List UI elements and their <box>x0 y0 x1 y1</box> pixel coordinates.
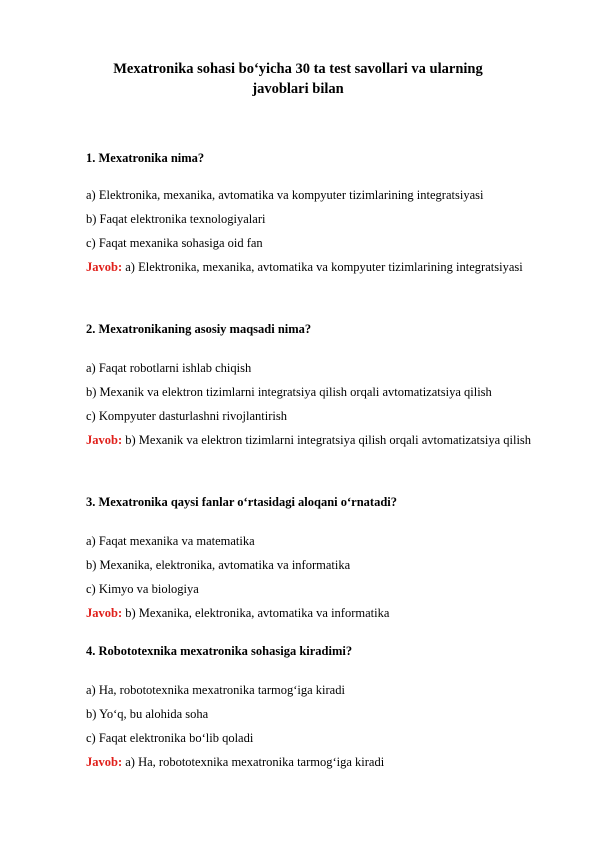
question-1-option-a: a) Elektronika, mexanika, avtomatika va kompyuter tizimlarining integratsiyasi <box>86 188 484 202</box>
question-1-option-c: c) Faqat mexanika sohasiga oid fan <box>86 236 263 250</box>
question-2-option-a: a) Faqat robotlarni ishlab chiqish <box>86 361 252 375</box>
question-2-option-b: b) Mexanik va elektron tizimlarni integratsiya qilish orqali avtomatizatsiya qilish <box>86 385 492 399</box>
question-1: 1. Mexatronika nima? <box>86 151 205 165</box>
answer-label: Javob: <box>86 755 123 769</box>
answer-label: Javob: <box>86 606 123 620</box>
question-3-option-a: a) Faqat mexanika va matematika <box>86 534 255 548</box>
question-4-option-c: c) Faqat elektronika bo‘lib qoladi <box>86 731 254 745</box>
question-2-option-c: c) Kompyuter dasturlashni rivojlantirish <box>86 409 288 423</box>
question-2: 2. Mexatronikaning asosiy maqsadi nima? <box>86 322 312 336</box>
answer-text: b) Mexanik va elektron tizimlarni integratsiya qilish orqali avtomatizatsiya qilish <box>125 433 532 447</box>
answer-text: a) Elektronika, mexanika, avtomatika va kompyuter tizimlarining integratsiyasi <box>125 260 523 274</box>
answer-text: a) Ha, robototexnika mexatronika tarmog‘iga kiradi <box>125 755 385 769</box>
question-3: 3. Mexatronika qaysi fanlar o‘rtasidagi aloqani o‘rnatadi? <box>86 495 398 509</box>
question-1-option-b: b) Faqat elektronika texnologiyalari <box>86 212 266 226</box>
answer-label: Javob: <box>86 260 123 274</box>
question-2-answer <box>86 428 556 452</box>
question-3-answer <box>86 601 556 625</box>
question-4: 4. Robototexnika mexatronika sohasiga kiradimi? <box>86 644 353 658</box>
answer-label: Javob: <box>86 433 123 447</box>
question-4-option-b: b) Yo‘q, bu alohida soha <box>86 707 209 721</box>
question-4-option-a: a) Ha, robototexnika mexatronika tarmog‘iga kiradi <box>86 683 345 697</box>
question-1-answer <box>86 255 556 279</box>
answer-text: b) Mexanika, elektronika, avtomatika va informatika <box>125 606 390 620</box>
question-3-option-c: c) Kimyo va biologiya <box>86 582 199 596</box>
document-title: Mexatronika sohasi bo‘yicha 30 ta test savollari va ularning javoblari bilan <box>113 61 483 97</box>
question-3-option-b: b) Mexanika, elektronika, avtomatika va informatika <box>86 558 351 572</box>
question-4-answer <box>86 750 556 774</box>
